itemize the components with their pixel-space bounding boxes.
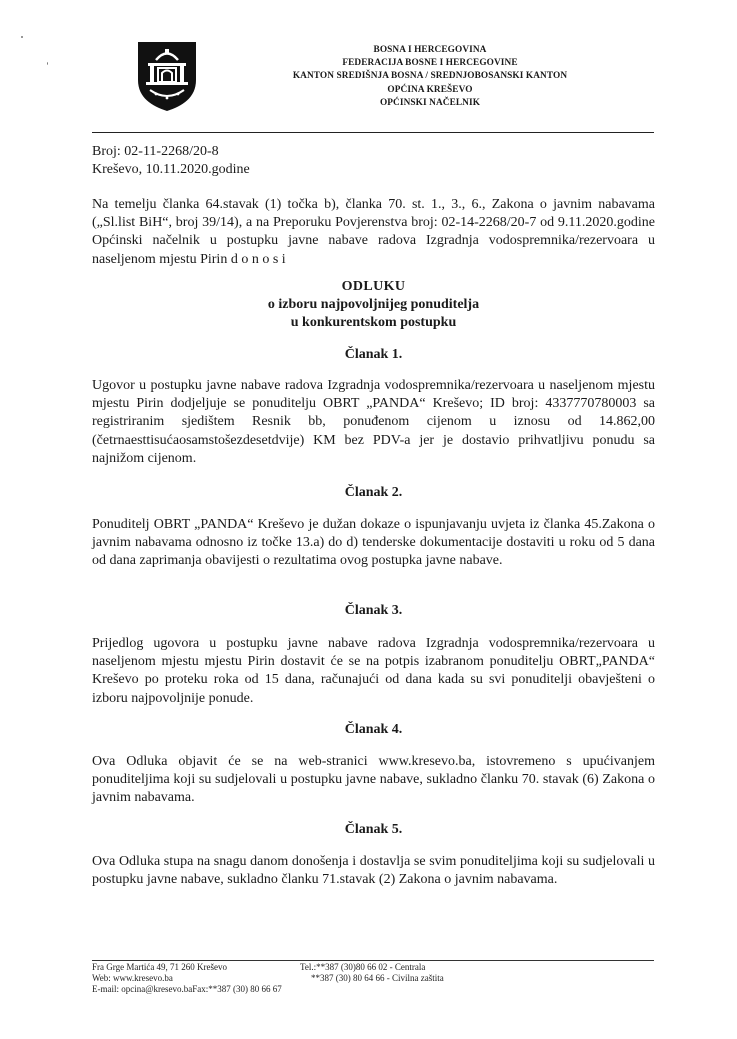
article-2-heading: Članak 2. [344,485,403,500]
document-place-date: Kreševo, 10.11.2020.godine [92,162,250,177]
header-line-federation: FEDERACIJA BOSNE I HERCEGOVINE [342,58,518,69]
coat-of-arms-icon [136,40,198,112]
footer-email-fax: E-mail: opcina@kresevo.baFax:**387 (30) 80 66 67 [92,984,282,995]
scan-speck [21,36,23,38]
article-5-text: Ova Odluka stupa na snagu danom donošenja i dostavlja se svim ponuditeljima koji su sudjelovali u postupku javne nabave, sukladno članku 71.stavak (2) Zakona o javnim nabavama. [92,854,655,888]
header-line-municipality: OPĆINA KREŠEVO [387,84,473,95]
article-5-heading: Članak 5. [344,822,403,837]
footer-phone-civil: **387 (30) 80 64 66 - Civilna zaštita [311,973,444,984]
article-3-heading: Članak 3. [344,603,403,618]
footer-address [92,962,282,996]
institution-header [215,44,645,110]
decision-subtitle-1: o izboru najpovoljnijeg ponuditelja [267,297,480,312]
decision-title-block [92,278,655,332]
article-1-text: Ugovor u postupku javne nabave radova Izgradnja vodospremnika/rezervoara u naseljenom mjestu mjestu Pirin dodjeljuje se ponuditelju OBRT „PANDA“ Kreševo; ID broj: 4337770780003 sa registriranim sjedištem Resnik bb, ponuđenom cijenom u iznosu od 14.862,00 (četrnaesttisućaosamstošezdesetdvije) KM bez PDV-a jer je dostavio prihvatljivu ponudu sa najnižom cijenom. [92,378,655,466]
document-number: Broj: 02-11-2268/20-8 [92,144,219,159]
article-1-heading: Članak 1. [344,347,403,362]
article-2-text: Ponuditelj OBRT „PANDA“ Kreševo je dužan dokaze o ispunjavanju uvjeta iz članka 45.Zakona o javnim nabavama odnosno iz točke 13.a) do d) tenderske dokumentacije dostaviti u roku od 5 dana od dana zaprimanja obavijesti o rezultatima ovog postupka javne nabave. [92,517,655,569]
footer-street: Fra Grge Martića 49, 71 260 Kreševo [92,962,228,972]
header-line-office: OPĆINSKI NAČELNIK [379,97,481,108]
header-line-country: BOSNA I HERCEGOVINA [373,45,487,55]
article-4-text: Ova Odluka objavit će se na web-stranici www.kresevo.ba, istovremeno s upućivanjem ponuditeljima koji su sudjelovali u postupku javne nabave, sukladno članku 70. stavak (6) Zakona o javnim nabavama. [92,754,655,806]
footer-divider [92,960,654,961]
document-meta [92,143,250,179]
intro-paragraph: Na temelju članka 64.stavak (1) točka b), članka 70. st. 1., 3., 6., Zakona o javnim nabavama („Sl.list BiH“, broj 39/14), a na Preporuku Povjerenstva broj: 02-14-2268/20-7 od 9.11.2020.godine Općinski načelnik u postupku javne nabave radova Izgradnja vodospremnika/rezervoara u naseljenom mjestu Pirin d o n o s i [92,197,655,267]
article-3-text: Prijedlog ugovora u postupku javne nabave radova Izgradnja vodospremnika/rezervoara u naseljenom mjestu mjestu Pirin dostavit će se na potpis izabranom ponuditelju OBRT„PANDA“ Kreševo po proteku roka od 15 dana, računajući od dana kada su svi ponuditelji obavješteni o izboru najpovoljnije ponude. [92,636,655,706]
footer-phones [300,962,444,984]
scan-speck [47,62,48,65]
decision-title: ODLUKU [341,279,406,294]
footer-web: Web: www.kresevo.ba [92,973,173,984]
header-line-canton: KANTON SREDIŠNJA BOSNA / SREDNJOBOSANSKI KANTON [292,71,568,82]
article-4-heading: Članak 4. [344,722,403,737]
decision-subtitle-2: u konkurentskom postupku [290,315,457,330]
footer-phone-central: Tel.:**387 (30)80 66 02 - Centrala [300,962,426,972]
header-divider [92,132,654,133]
